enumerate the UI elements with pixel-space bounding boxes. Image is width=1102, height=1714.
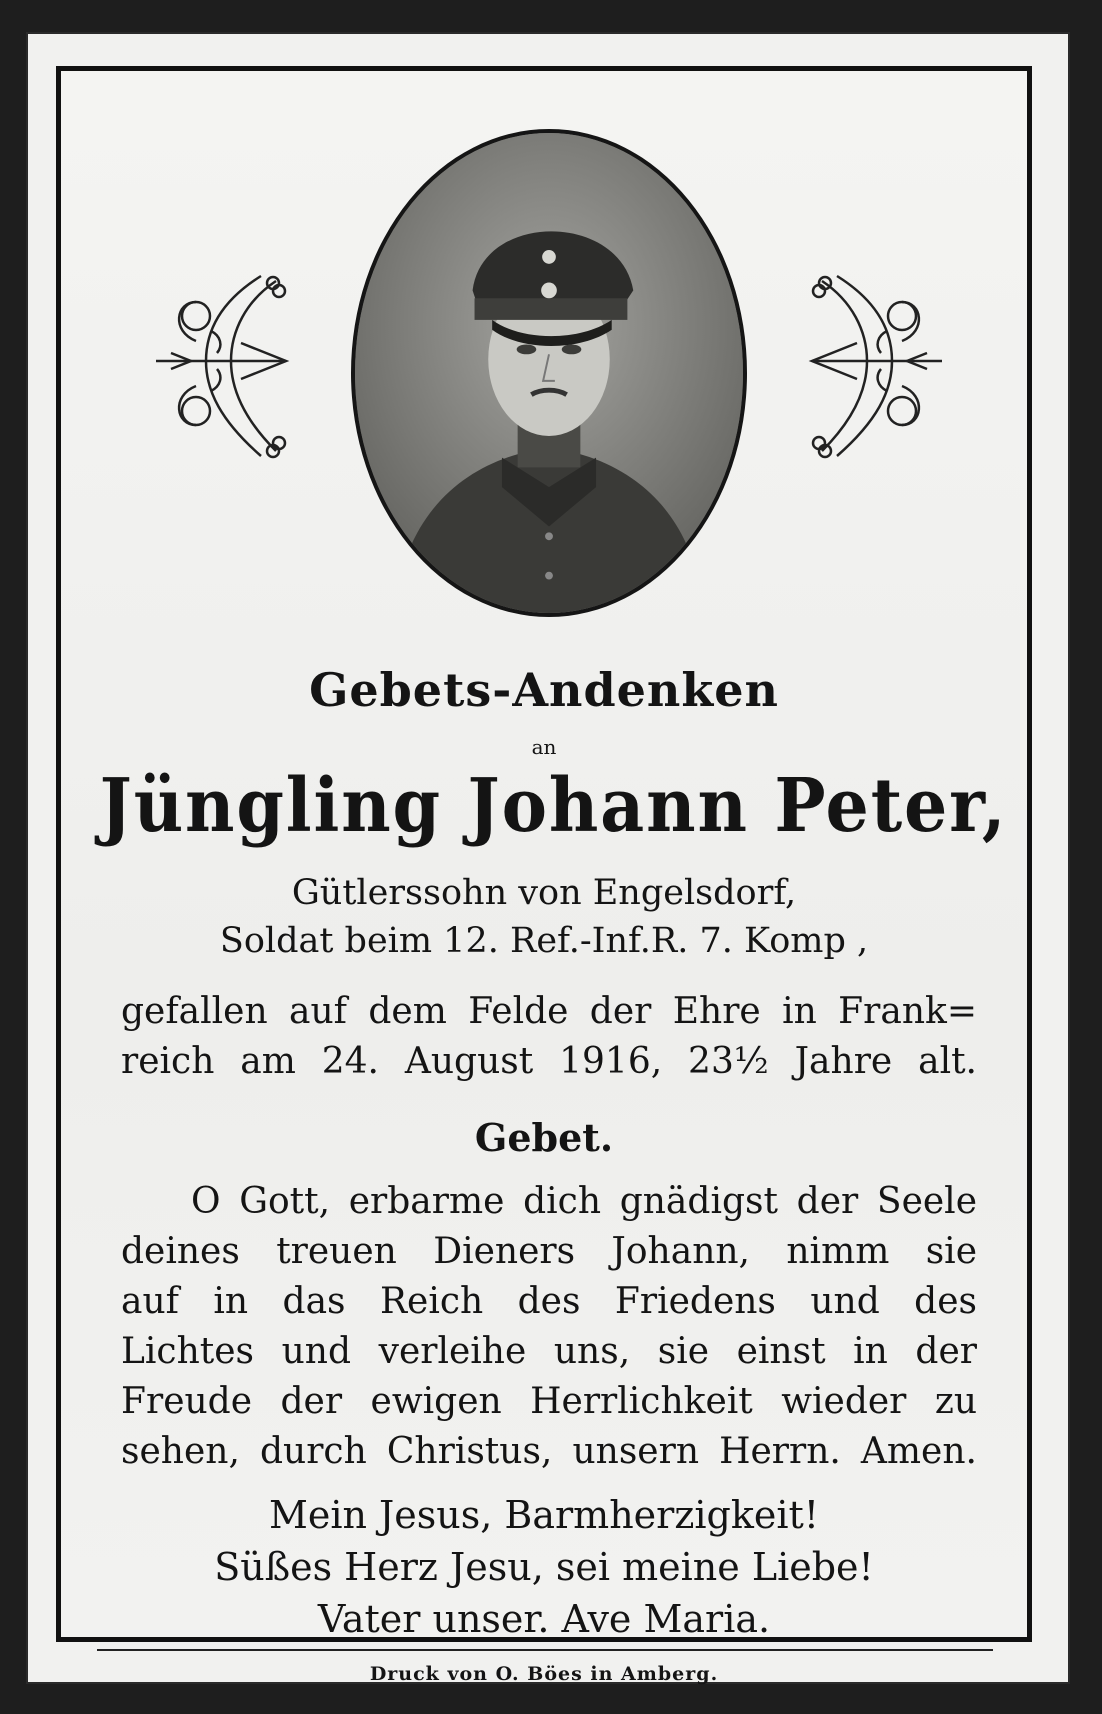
prayer-line: O Gott, erbarme dich gnädigst der Seele [191,1181,977,1222]
ejaculation-line: Vater unser. Ave Maria. [317,1597,771,1641]
card-title: Gebets-Andenken [309,663,779,717]
death-line-1: gefallen auf dem Felde der Ehre in Frank= [121,991,977,1032]
prayer-line: sehen, durch Christus, unsern Herrn. Amen. [121,1431,977,1472]
unit-line: Soldat beim 12. Ref.-Inf.R. 7. Komp , [219,921,869,961]
card-border-frame [56,66,1032,1685]
prayer-line: auf in das Reich des Friedens und des [121,1281,977,1322]
prayer-line: Lichtes und verleihe uns, sie einst in der [121,1331,977,1372]
deceased-name: Jüngling Johann Peter, [99,763,1008,849]
floral-ornament-right-icon [807,261,947,471]
origin-line: Gütlerssohn von Engelsdorf, [291,873,797,913]
soldier-portrait-icon [351,129,747,617]
printer-credit: Druck von O. Böes in Amberg. [369,1663,719,1685]
dedication-word: an [531,735,557,759]
death-line-2: reich am 24. August 1916, 23½ Jahre alt. [121,1041,977,1082]
floral-ornament-left-icon [151,261,291,471]
ejaculation-line: Mein Jesus, Barmherzigkeit! [268,1493,820,1537]
prayer-line: deines treuen Dieners Johann, nimm sie [121,1231,977,1272]
ejaculation-line: Süßes Herz Jesu, sei meine Liebe! [214,1545,874,1589]
footer-divider [97,1649,993,1651]
memorial-card [28,34,1068,1685]
prayer-heading: Gebet. [474,1115,614,1160]
prayer-line: Freude der ewigen Herrlichkeit wieder zu [121,1381,977,1422]
